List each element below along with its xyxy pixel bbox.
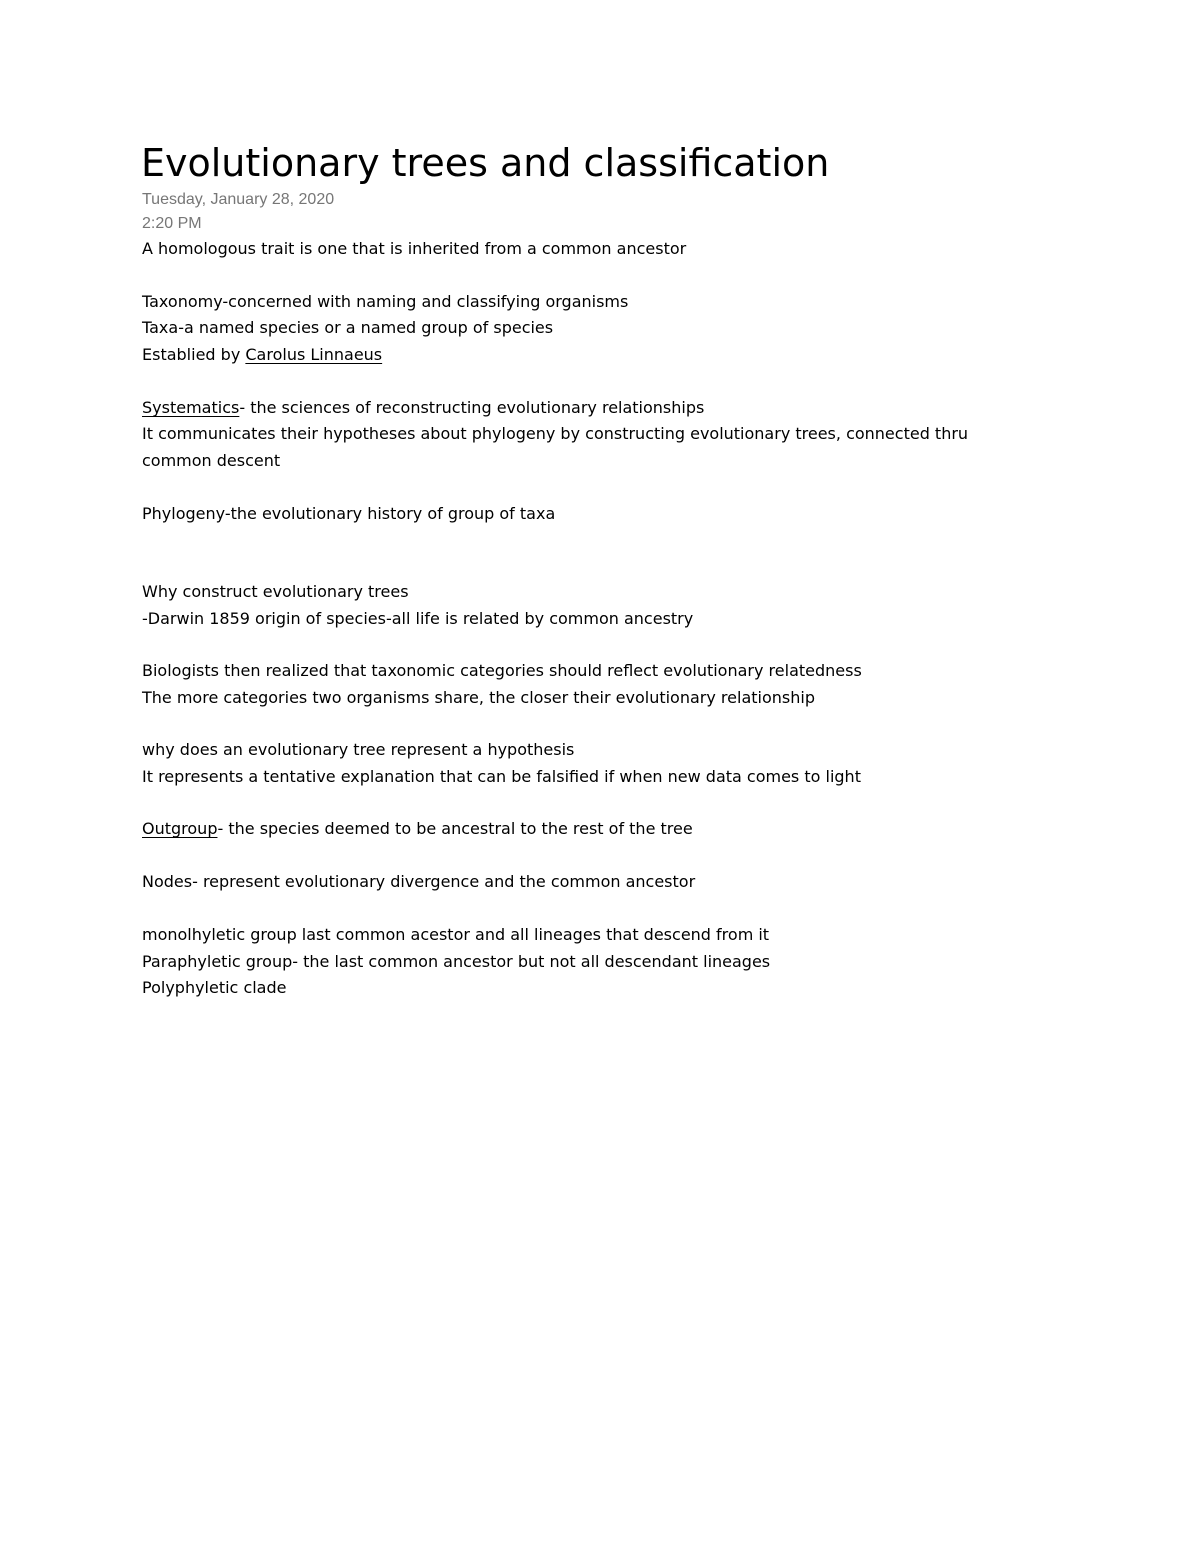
homologous-trait-line: A homologous trait is one that is inherited from a common ancestor — [142, 239, 687, 258]
note-date: Tuesday, January 28, 2020 — [142, 191, 335, 208]
tentative-line: It represents a tentative explanation that can be falsified if when new data comes to light — [142, 767, 861, 786]
polyphyletic-line: Polyphyletic clade — [142, 978, 287, 997]
communicates-line-1: It communicates their hypotheses about phylogeny by constructing evolutionary trees, connected thru — [142, 424, 969, 443]
established-line — [142, 344, 382, 366]
outgroup-term: Outgroup — [142, 819, 218, 838]
systematics-term: Systematics — [142, 398, 240, 417]
systematics-definition: - the sciences of reconstructing evolutionary relationships — [239, 398, 705, 417]
why-construct-line: Why construct evolutionary trees — [142, 582, 409, 601]
paraphyletic-line: Paraphyletic group- the last common ancestor but not all descendant lineages — [142, 952, 771, 971]
communicates-line-2: common descent — [142, 451, 281, 470]
established-prefix: Establied by — [142, 345, 246, 364]
biologists-line: Biologists then realized that taxonomic categories should reflect evolutionary relatedness — [142, 661, 862, 680]
why-hypothesis-line: why does an evolutionary tree represent a hypothesis — [142, 740, 575, 759]
more-categories-line: The more categories two organisms share, the closer their evolutionary relationship — [142, 688, 815, 707]
nodes-line: Nodes- represent evolutionary divergence and the common ancestor — [142, 872, 696, 891]
monophyletic-line: monolhyletic group last common acestor and all lineages that descend from it — [142, 925, 770, 944]
carolus-linnaeus-term: Carolus Linnaeus — [245, 345, 383, 364]
darwin-line: -Darwin 1859 origin of species-all life is related by common ancestry — [142, 609, 694, 628]
note-time: 2:20 PM — [142, 215, 202, 232]
phylogeny-line: Phylogeny-the evolutionary history of group of taxa — [142, 504, 556, 523]
taxa-line: Taxa-a named species or a named group of species — [142, 318, 554, 337]
systematics-line — [142, 397, 704, 419]
outgroup-definition: - the species deemed to be ancestral to the rest of the tree — [217, 819, 693, 838]
outgroup-line — [142, 818, 693, 840]
page-title: Evolutionary trees and classification — [141, 141, 830, 185]
taxonomy-line: Taxonomy-concerned with naming and classifying organisms — [142, 292, 629, 311]
